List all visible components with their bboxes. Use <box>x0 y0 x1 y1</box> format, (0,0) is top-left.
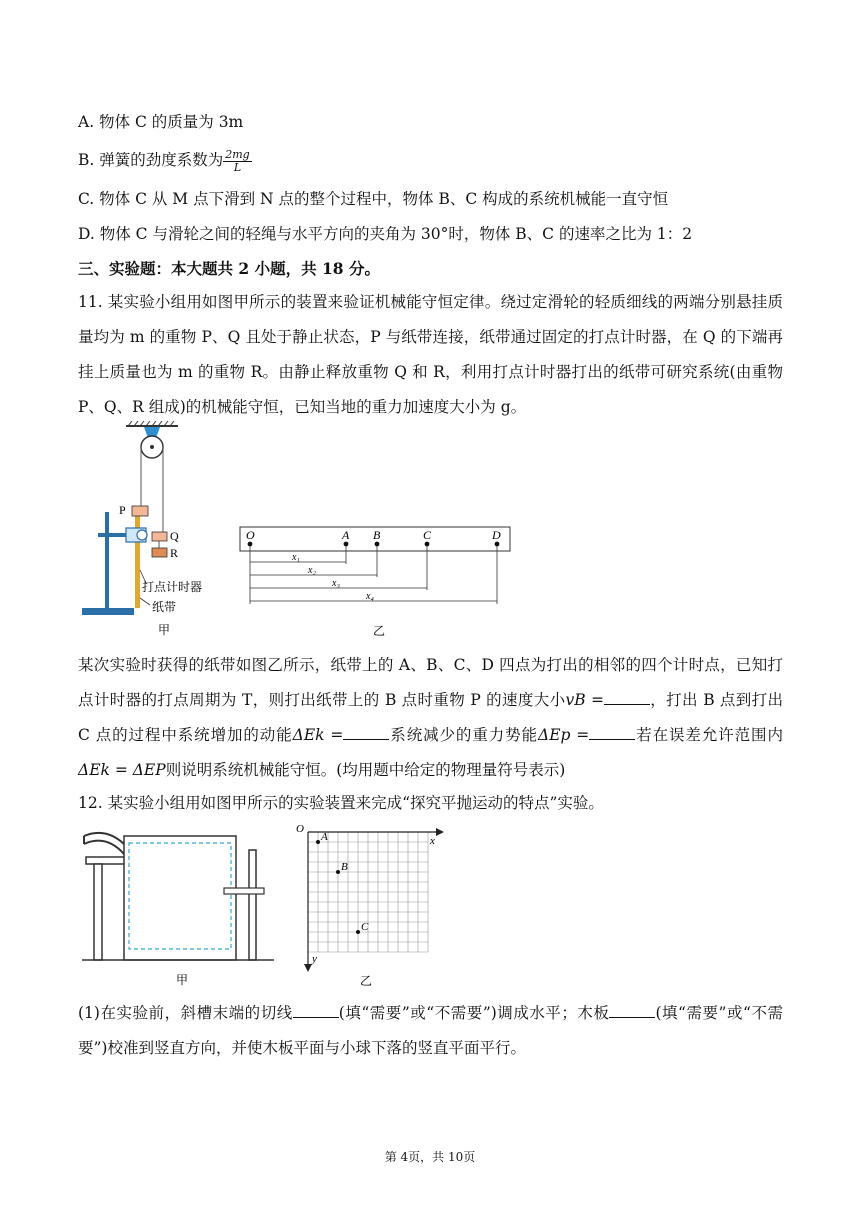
q11-body-4: 若在误差允许范围内 <box>635 726 783 744</box>
q11-figure-tape <box>238 520 518 640</box>
grid-point-label-b: B <box>341 861 348 873</box>
tape-point-d: D <box>492 528 501 542</box>
q11-body-1: 某次实验时获得的纸带如图乙所示，纸带上的 A、B、C、D 四点为打出的相邻的四个计时点，已知打点计时器的打点周期为 T，则打出纸带上的 B 点时重物 P 的速度大小 <box>78 656 783 709</box>
tape-point-b: B <box>373 528 381 542</box>
q12-caption-yi: 乙 <box>360 974 373 988</box>
q11-body-2: ，打出 B 点到打出 C 点的过程中系统增加的动能 <box>78 691 784 744</box>
dep-symbol: ΔEp = <box>538 726 590 744</box>
blank-dek <box>343 725 389 740</box>
vb-symbol: vB = <box>565 691 604 709</box>
q12-sub1 <box>78 996 783 1066</box>
q12-sub1-a: (1)在实验前，斜槽末端的切线 <box>78 1004 293 1022</box>
q11-stem: 11. 某实验小组用如图甲所示的装置来验证机械能守恒定律。绕过定滑轮的轻质细线的两端分别悬挂质量均为 m 的重物 P、Q 且处于静止状态，P 与纸带连接，纸带通过固定的打点计时器，在 Q 的下端再挂上质量也为 m 的重物 R。由静止释放重物 Q 和 R，利用打点计时器打出的纸带可研究系统(由重物 P、Q、R 组成)的机械能守恒，已知当地的重力加速度大小为 g。 <box>78 293 783 416</box>
page-footer: 第 4页，共 10页 <box>384 1150 476 1164</box>
label-q: Q <box>170 529 179 543</box>
label-r: R <box>170 546 179 560</box>
dist-x4: x₄ <box>366 591 374 602</box>
dist-x3: x₃ <box>332 578 340 589</box>
label-p: P <box>119 503 126 517</box>
tape-point-c: C <box>423 528 432 542</box>
caption-yi: 乙 <box>373 624 386 638</box>
caption-jia: 甲 <box>158 623 171 637</box>
grid-point-a <box>316 840 320 844</box>
grid-point-label-a: A <box>321 831 328 843</box>
option-b-text: B. 弹簧的劲度系数为 <box>78 151 224 169</box>
q12-caption-jia: 甲 <box>176 973 189 987</box>
option-c: C. 物体 C 从 M 点下滑到 N 点的整个过程中，物体 B、C 构成的系统机械能一直守恒 <box>78 190 669 208</box>
q11-figure-apparatus <box>78 420 248 640</box>
label-tape: 纸带 <box>152 600 177 614</box>
section-heading: 三、实验题：本大题共 2 小题，共 18 分。 <box>78 259 380 278</box>
grid-point-label-c: C <box>361 921 369 933</box>
q11-body-5: 则说明系统机械能守恒。(均用题中给定的物理量符号表示) <box>165 761 566 779</box>
label-timer: 打点计时器 <box>142 580 203 594</box>
blank-dep <box>589 725 635 740</box>
fraction-denominator: L <box>233 160 242 174</box>
option-b <box>78 148 252 174</box>
q12-figure-grid <box>288 820 448 990</box>
q12-sub1-b: (填“需要”或“不需要”)调成水平；木板 <box>338 1004 610 1022</box>
grid-origin-label: O <box>296 823 304 835</box>
blank-tangent <box>293 1003 339 1018</box>
q11-body-3: 系统减少的重力势能 <box>389 726 538 744</box>
grid-point-c <box>356 930 360 934</box>
tape-point-o: O <box>246 528 255 542</box>
spring-constant-fraction <box>223 149 251 174</box>
q12-sub1-c: (填“需要”或“不需要”)校准到竖直方向，并使木板平面与小球下落的竖直平面平行。 <box>78 1004 783 1057</box>
tape-point-a: A <box>342 528 350 542</box>
q12-figure-apparatus <box>78 820 278 990</box>
dek-symbol: ΔEk = <box>292 726 344 744</box>
dist-x1: x₁ <box>292 552 300 563</box>
blank-vb <box>604 690 650 705</box>
option-d: D. 物体 C 与滑轮之间的轻绳与水平方向的夹角为 30°时，物体 B、C 的速率之比为 1：2 <box>78 225 693 243</box>
q11-body <box>78 648 783 788</box>
condition-symbol: ΔEk = ΔEP <box>78 761 166 779</box>
blank-board <box>609 1003 655 1018</box>
option-a: A. 物体 C 的质量为 3m <box>78 113 244 131</box>
fraction-numerator: 2mg <box>225 147 250 161</box>
grid-point-b <box>336 870 340 874</box>
grid-x-label: x <box>430 835 435 847</box>
dist-x2: x₂ <box>308 565 316 576</box>
grid-y-label: y <box>312 953 317 965</box>
q12-stem: 12. 某实验小组用如图甲所示的实验装置来完成“探究平抛运动的特点”实验。 <box>78 794 604 812</box>
